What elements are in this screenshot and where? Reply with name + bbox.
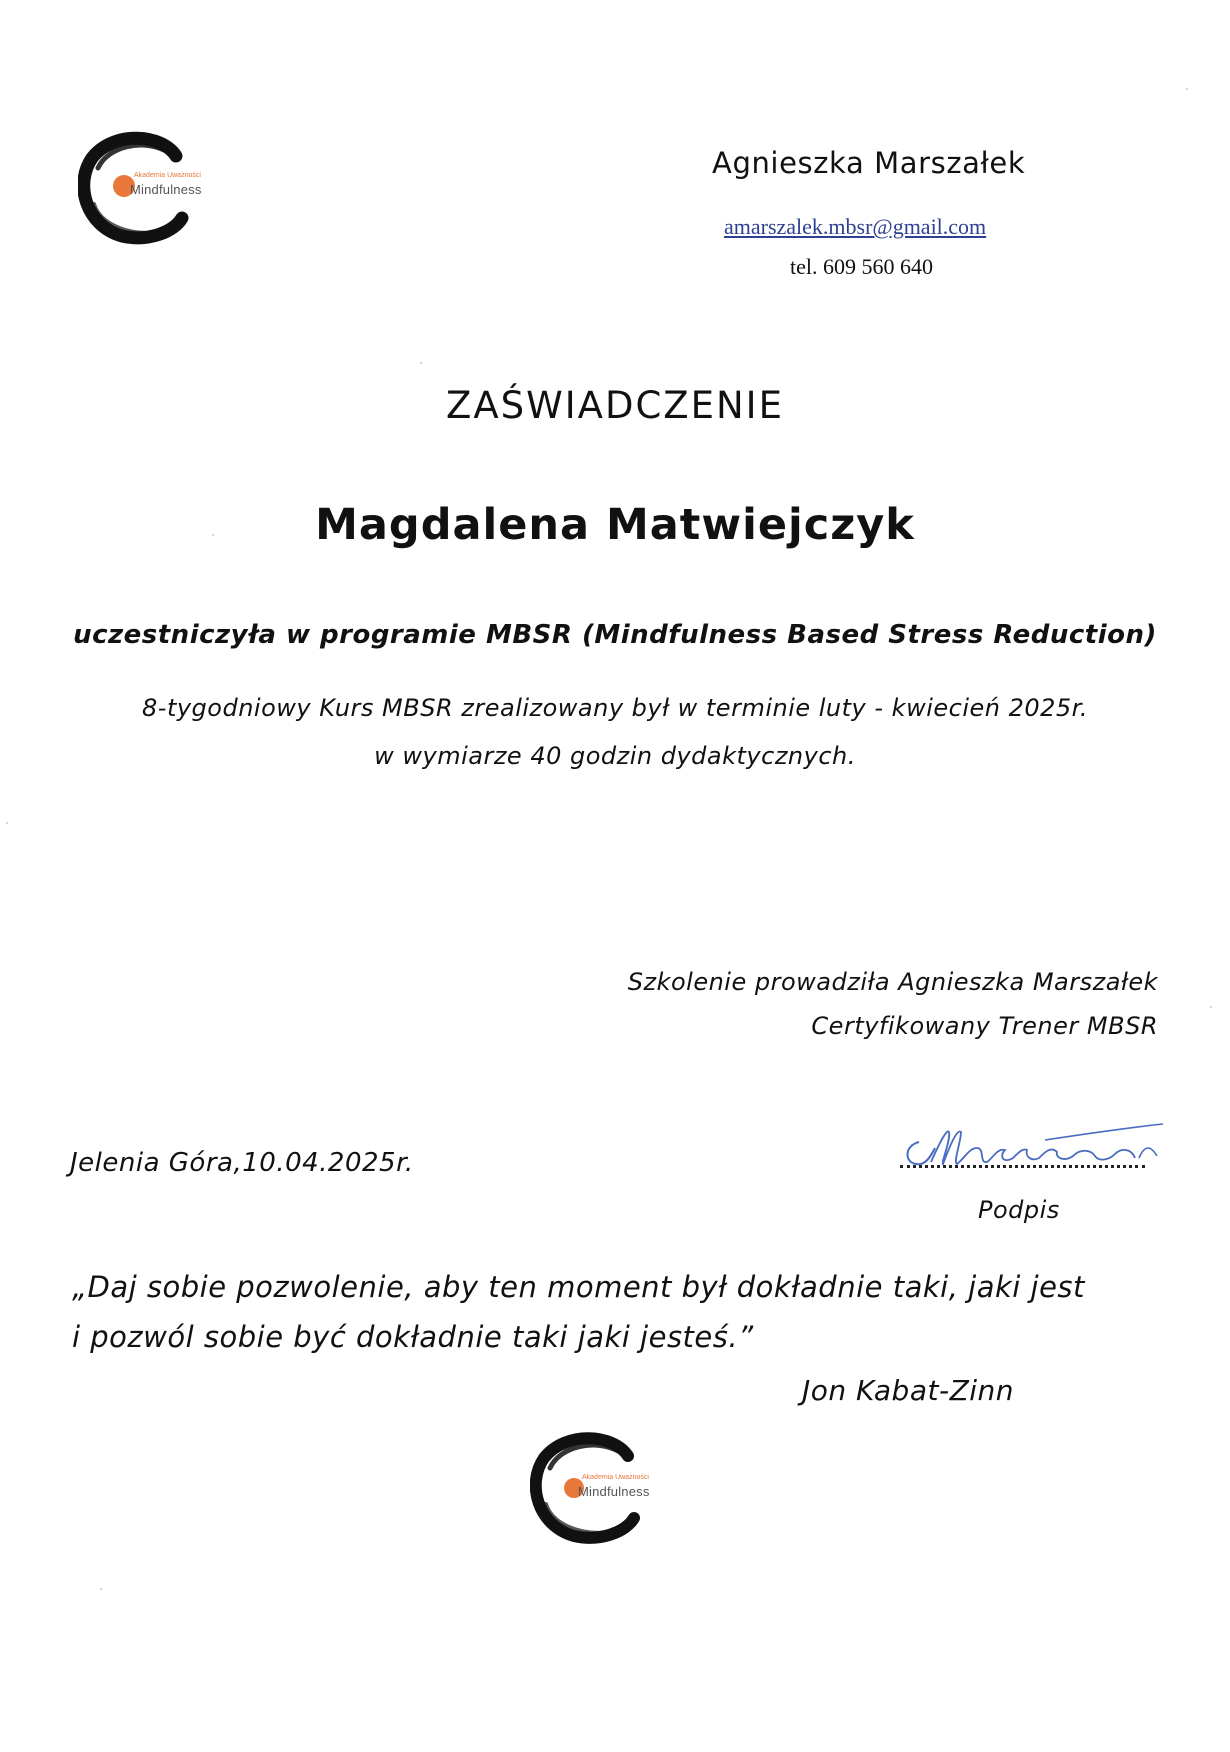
scan-speck bbox=[6, 822, 8, 824]
logo-brand: Mindfulness bbox=[130, 182, 202, 197]
email-link[interactable]: amarszalek.mbsr@gmail.com bbox=[724, 214, 987, 239]
quote-line-2: i pozwól sobie być dokładnie taki jaki jesteś.” bbox=[72, 1320, 754, 1354]
course-hours: w wymiarze 40 godzin dydaktycznych. bbox=[374, 742, 856, 770]
logo-bottom bbox=[530, 1428, 670, 1548]
logo-brand: Mindfulness bbox=[578, 1484, 650, 1499]
participation-statement: uczestniczyła w programie MBSR (Mindfulness Based Stress Reduction) bbox=[73, 620, 1157, 650]
trainer-certification: Certyfikowany Trener MBSR bbox=[811, 1012, 1158, 1040]
trainer-statement: Szkolenie prowadziła Agnieszka Marszałek bbox=[627, 968, 1158, 996]
logo-tagline: Akademia Uważności bbox=[582, 1474, 649, 1481]
recipient-name: Magdalena Matwiejczyk bbox=[315, 500, 915, 550]
certificate-title: ZAŚWIADCZENIE bbox=[446, 384, 784, 427]
course-description: 8-tygodniowy Kurs MBSR zrealizowany był w terminie luty - kwiecień 2025r. bbox=[142, 694, 1088, 722]
trainer-name-header: Agnieszka Marszałek bbox=[712, 146, 1026, 180]
quote-line-1: „Daj sobie pozwolenie, aby ten moment był dokładnie taki, jaki jest bbox=[72, 1270, 1085, 1304]
logo-top bbox=[78, 128, 218, 248]
signature-line bbox=[900, 1163, 1145, 1168]
signature-label: Podpis bbox=[978, 1196, 1060, 1224]
scan-speck bbox=[100, 1588, 102, 1590]
place-and-date: Jelenia Góra,10.04.2025r. bbox=[70, 1148, 414, 1178]
scan-speck bbox=[420, 362, 422, 364]
scan-speck bbox=[1210, 1006, 1212, 1008]
scan-speck bbox=[1186, 88, 1188, 90]
handwritten-signature-icon bbox=[895, 1118, 1175, 1188]
phone-number: tel. 609 560 640 bbox=[790, 254, 933, 279]
logo-tagline: Akademia Uważności bbox=[134, 172, 201, 179]
scan-speck bbox=[212, 534, 214, 536]
quote-author: Jon Kabat-Zinn bbox=[802, 1374, 1015, 1407]
